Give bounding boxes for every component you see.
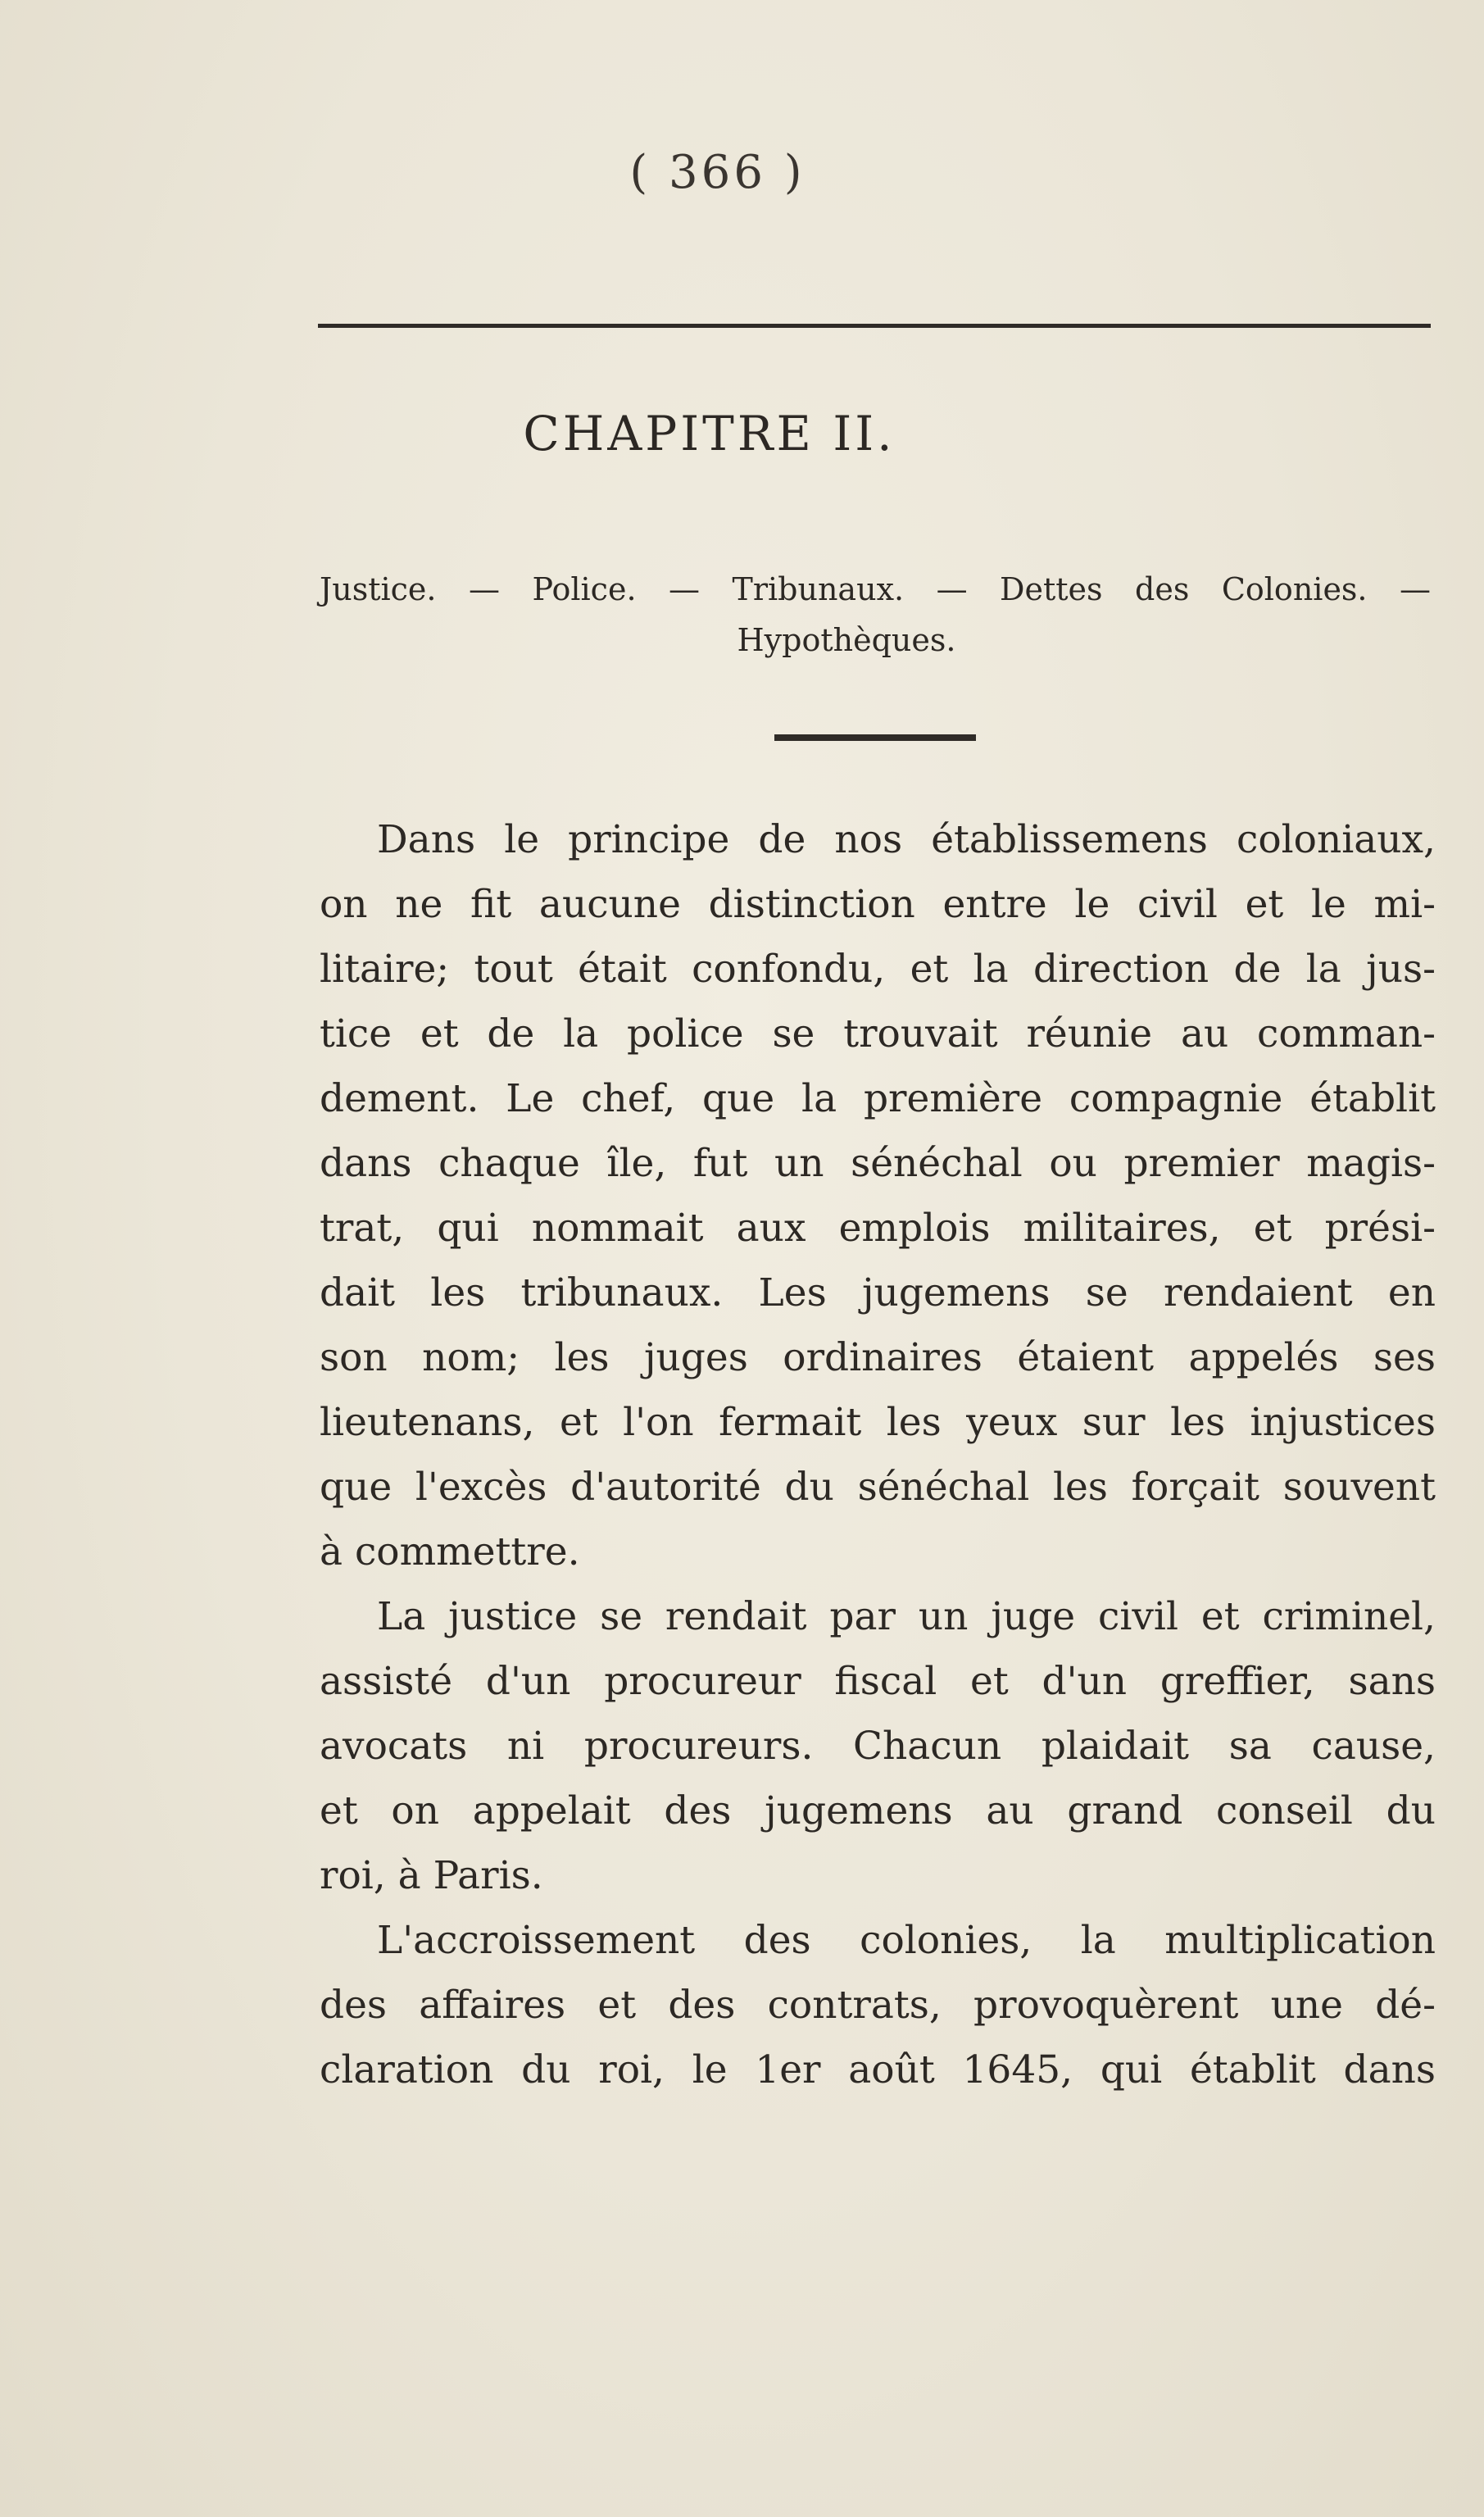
text-line: lieutenans, et l'on fermait les yeux sur les injustices [320,1400,1436,1445]
text-line: La justice se rendait par un juge civil et criminel, [377,1594,1436,1639]
text-line: tice et de la police se trouvait réunie au comman- [320,1011,1436,1056]
body-text [320,807,1436,2102]
text-line: dait les tribunaux. Les jugemens se rendaient en [320,1270,1436,1315]
section-divider [774,734,976,741]
text-line: à commettre. [320,1529,580,1574]
text-line: L'accroissement des colonies, la multiplication [377,1918,1436,1963]
text-line: son nom; les juges ordinaires étaient appelés ses [320,1335,1436,1380]
text-line: que l'excès d'autorité du sénéchal les forçait souvent [320,1465,1436,1510]
text-line: dement. Le chef, que la première compagnie établit [320,1076,1436,1121]
text-line: on ne fit aucune distinction entre le civil et le mi- [320,882,1436,927]
header-rule [318,324,1431,328]
text-line: Dans le principe de nos établissemens coloniaux, [377,817,1436,862]
chapter-title: CHAPITRE II. [523,406,896,461]
text-line: des affaires et des contrats, provoquèrent une dé- [320,1983,1436,2028]
summary-line-1: Justice. — Police. — Tribunaux. — Dettes des Colonies. — [320,571,1431,607]
summary-line-2: Hypothèques. [737,622,956,658]
text-line: et on appelait des jugemens au grand conseil du [320,1788,1436,1833]
text-line: dans chaque île, fut un sénéchal ou premier magis- [320,1141,1436,1186]
text-line: litaire; tout était confondu, et la direction de la jus- [320,947,1436,992]
chapter-summary [320,564,1431,666]
text-line: roi, à Paris. [320,1853,543,1898]
page-number: ( 366 ) [629,146,806,199]
text-line: assisté d'un procureur fiscal et d'un greffier, sans [320,1659,1436,1704]
text-line: claration du roi, le 1er août 1645, qui établit dans [320,2047,1436,2092]
text-line: avocats ni procureurs. Chacun plaidait sa cause, [320,1724,1436,1769]
text-line: trat, qui nommait aux emplois militaires, et prési- [320,1206,1436,1251]
